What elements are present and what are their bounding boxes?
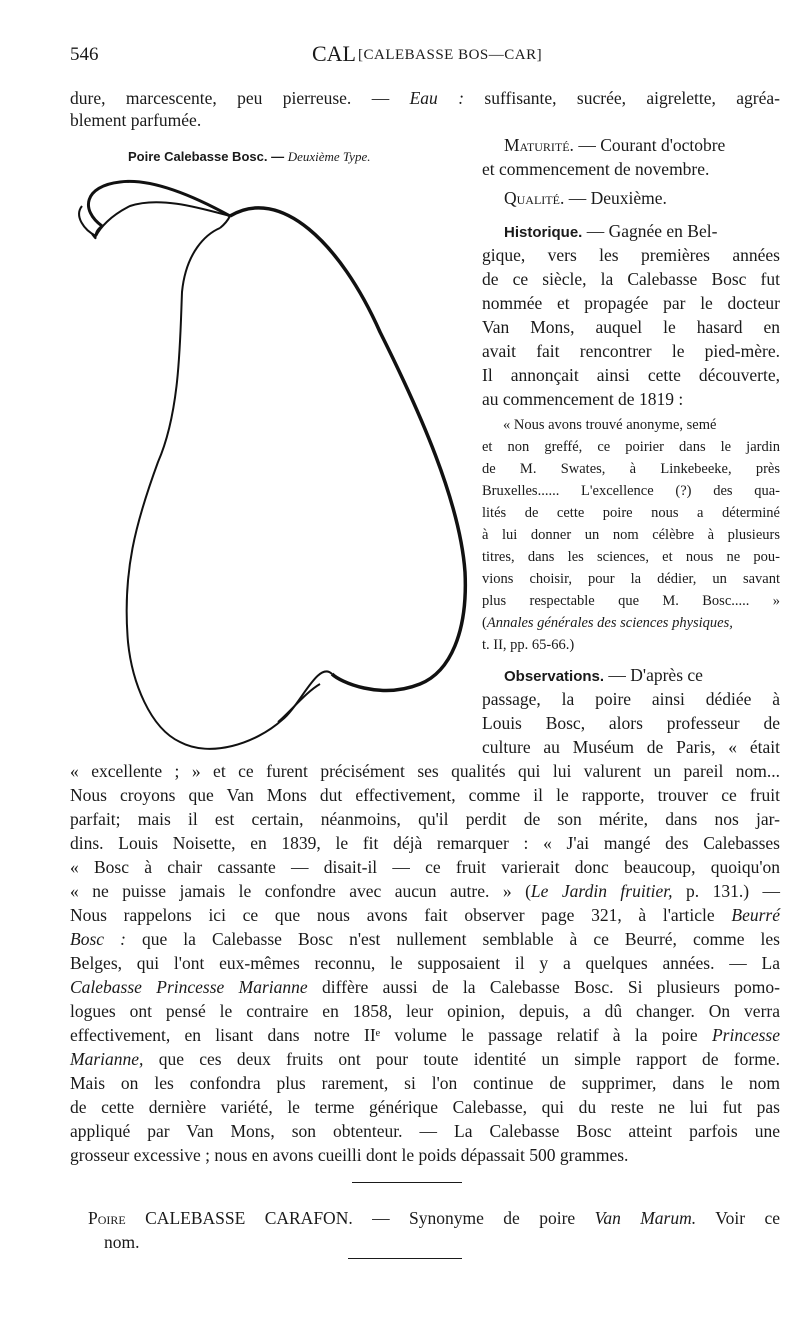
obs-full-line-17: grosseur excessive ; nous en avons cueilli dont le poids dépassait 500 grammes. <box>70 1145 629 1165</box>
obs-full-line-11: logues ont pensé le contraire en 1858, leur opinion, depuis, a dû changer. On verra <box>70 1001 780 1021</box>
quote-line-6: à lui donner un nom célèbre à plusieurs <box>482 527 780 543</box>
qualite-line: Qualité. — Deuxième. <box>504 188 667 208</box>
historique-line-3: de ce siècle, la Calebasse Bosc fut <box>482 269 780 289</box>
running-head-title: CAL <box>312 41 356 66</box>
quote-citation-end: t. II, pp. 65-66.) <box>482 637 575 653</box>
obs-full-line-8: Bosc : que la Calebasse Bosc n'est nullement semblable à ce Beurré, comme les <box>70 929 780 949</box>
obs-full-line-9: Belges, qui l'ont eux-mêmes reconnu, le supposaient il y a quelques années. — La <box>70 953 780 973</box>
separator-rule-top <box>352 1182 462 1183</box>
page-number: 546 <box>70 44 99 65</box>
obs-full-line-16: appliqué par Van Mons, son obtenteur. — La Calebasse Bosc atteint parfois une <box>70 1121 780 1141</box>
obs-full-line-13: Marianne, que ces deux fruits ont pour toute identité un simple rapport de forme. <box>70 1049 780 1069</box>
quote-line-5: lités de cette poire nous a déterminé <box>482 505 780 521</box>
obs-full-line-10: Calebasse Princesse Marianne diffère aussi de la Calebasse Bosc. Si plusieurs pomo- <box>70 977 780 997</box>
historique-line-5: Van Mons, auquel le hasard en <box>482 317 780 337</box>
intro-line-1: dure, marcescente, peu pierreuse. — Eau : suffisante, sucrée, aigrelette, agréa- <box>70 88 780 108</box>
observations-line-3: Louis Bosc, alors professeur de <box>482 713 780 733</box>
historique-line-2: gique, vers les premières années <box>482 245 780 265</box>
obs-full-line-7: Nous rappelons ici ce que nous avons fait observer page 321, à l'article Beurré <box>70 905 780 925</box>
quote-line-3: de M. Swates, à Linkebeeke, près <box>482 461 780 477</box>
maturite-line-2: et commencement de novembre. <box>482 159 710 179</box>
historique-line-1: Historique. — Gagnée en Bel- <box>504 221 718 241</box>
observations-line-1: Observations. — D'après ce <box>504 665 703 685</box>
separator-rule-bottom <box>348 1258 462 1259</box>
obs-full-line-4: dins. Louis Noisette, en 1839, le fit déjà remarquer : « J'ai mangé des Calebasses <box>70 833 780 853</box>
obs-full-line-6: « ne puisse jamais le confondre avec aucun autre. » (Le Jardin fruitier, p. 131.) — <box>70 881 781 901</box>
obs-full-line-15: de cette dernière variété, le terme générique Calebasse, qui du reste ne lui fut pas <box>70 1097 780 1117</box>
pear-outline-icon <box>70 172 470 752</box>
quote-line-9: plus respectable que M. Bosc..... » <box>482 593 780 609</box>
maturite-line-1: Maturité. — Courant d'octobre <box>504 135 726 155</box>
obs-full-line-5: « Bosc à chair cassante — disait-il — ce fruit varierait donc beaucoup, quoiqu'on <box>70 857 780 877</box>
obs-full-line-1: « excellente ; » et ce furent précisément ses qualités qui lui valurent un pareil nom... <box>70 761 780 781</box>
historique-line-4: nommée et propagée par le docteur <box>482 293 780 313</box>
running-head-range: [CALEBASSE BOS—CAR] <box>358 47 543 63</box>
entry-line-1: Poire CALEBASSE CARAFON. — Synonyme de poire Van Marum. Voir ce <box>88 1208 780 1228</box>
entry-line-2: nom. <box>104 1232 140 1252</box>
quote-line-7: titres, dans les sciences, et nous ne pou- <box>482 549 780 565</box>
quote-line-8: vions choisir, pour la dédier, un savant <box>482 571 780 587</box>
observations-line-4: culture au Muséum de Paris, « était <box>482 737 780 757</box>
quote-line-1: « Nous avons trouvé anonyme, semé <box>503 417 717 433</box>
figure-caption: Poire Calebasse Bosc. — Deuxième Type. <box>128 149 371 164</box>
quote-line-2: et non greffé, ce poirier dans le jardin <box>482 439 780 455</box>
obs-full-line-14: Mais on les confondra plus rarement, si l'on continue de supprimer, dans le nom <box>70 1073 780 1093</box>
quote-line-4: Bruxelles...... L'excellence (?) des qua- <box>482 483 780 499</box>
historique-line-8: au commencement de 1819 : <box>482 389 684 409</box>
intro-line-2: blement parfumée. <box>70 110 202 130</box>
historique-line-7: Il annonçait ainsi cette découverte, <box>482 365 780 385</box>
obs-full-line-12: effectivement, en lisant dans notre IIᵉ volume le passage relatif à la poire Princesse <box>70 1025 780 1045</box>
quote-citation: (Annales générales des sciences physiques, <box>482 615 733 631</box>
obs-full-line-2: Nous croyons que Van Mons dut effectivement, comme il le rapporte, trouver ce fruit <box>70 785 780 805</box>
historique-line-6: avait fait rencontrer le pied-mère. <box>482 341 780 361</box>
obs-full-line-3: parfait; mais il est certain, néanmoins, qu'il perdit de son mérite, dans nos jar- <box>70 809 780 829</box>
observations-line-2: passage, la poire ainsi dédiée à <box>482 689 780 709</box>
